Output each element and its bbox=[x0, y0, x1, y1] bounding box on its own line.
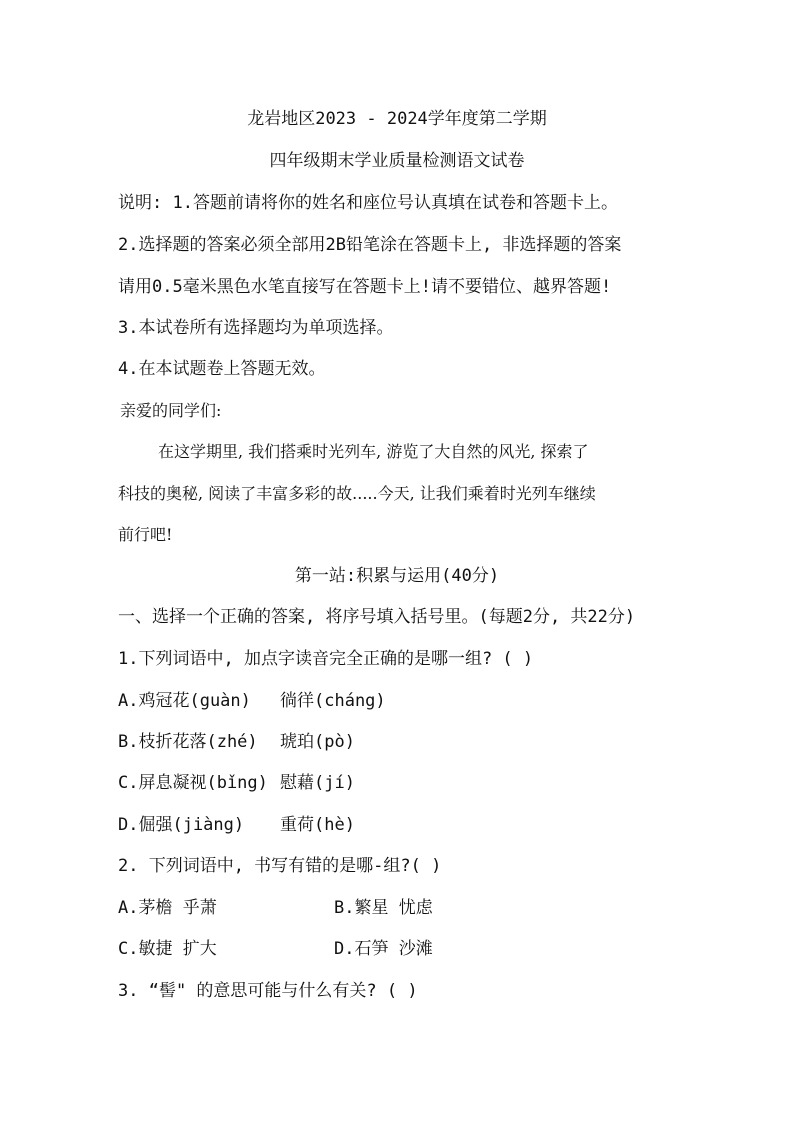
q2-stem: 2. 下列词语中, 书写有错的是哪-组?( ) bbox=[118, 856, 442, 876]
q2-options-row1 bbox=[118, 897, 433, 919]
option-text: C.屏息凝视(bǐng) bbox=[118, 773, 268, 793]
instruction-4: 4.在本试题卷上答题无效。 bbox=[118, 359, 326, 379]
option-text: 慰藉(jí) bbox=[280, 773, 355, 793]
q1-option-c bbox=[118, 772, 355, 794]
option-text: C.敏捷 扩大 bbox=[118, 939, 217, 959]
q1-option-b bbox=[118, 731, 355, 753]
option-text: D.倔强(jiàng) bbox=[118, 815, 245, 835]
option-text: 徜徉(cháng) bbox=[280, 691, 386, 711]
greeting-body-1: 在这学期里, 我们搭乘时光列车, 游览了大自然的风光, 探索了 bbox=[158, 442, 589, 461]
greeting-salutation: 亲爱的同学们: bbox=[120, 401, 222, 420]
greeting-body-2: 科技的奥秘, 阅读了丰富多彩的故.....今天, 让我们乘着时光列车继续 bbox=[118, 484, 596, 503]
q2-options-row2 bbox=[118, 938, 433, 960]
option-text: B.繁星 忧虑 bbox=[334, 898, 433, 918]
instruction-3: 3.本试卷所有选择题均为单项选择。 bbox=[118, 318, 394, 338]
q1-option-a bbox=[118, 690, 386, 712]
part1-heading: 一、选择一个正确的答案, 将序号填入括号里。(每题2分, 共22分) bbox=[118, 607, 636, 627]
option-text: B.枝折花落(zhé) bbox=[118, 732, 258, 752]
greeting-body-3: 前行吧! bbox=[118, 525, 173, 544]
option-text: A.鸡冠花(guàn) bbox=[118, 691, 251, 711]
section-title: 第一站:积累与运用(40分) bbox=[294, 566, 500, 586]
exam-title-line2: 四年级期末学业质量检测语文试卷 bbox=[269, 151, 525, 171]
q3-stem: 3. “髻" 的意思可能与什么有关? ( ) bbox=[118, 981, 418, 1001]
option-text: 琥珀(pò) bbox=[280, 732, 355, 752]
exam-title-line1: 龙岩地区2023 - 2024学年度第二学期 bbox=[247, 109, 547, 129]
instruction-1: 说明: 1.答题前请将你的姓名和座位号认真填在试卷和答题卡上。 bbox=[118, 193, 618, 213]
q1-stem: 1.下列词语中, 加点字读音完全正确的是哪一组? ( ) bbox=[118, 649, 534, 669]
instruction-2: 2.选择题的答案必须全部用2B铅笔涂在答题卡上, 非选择题的答案 bbox=[118, 235, 622, 255]
q1-option-d bbox=[118, 814, 355, 836]
option-text: D.石笋 沙滩 bbox=[334, 939, 433, 959]
option-text: A.茅檐 乎萧 bbox=[118, 898, 217, 918]
option-text: 重荷(hè) bbox=[280, 815, 355, 835]
instruction-2-cont: 请用0.5毫米黑色水笔直接写在答题卡上!请不要错位、越界答题! bbox=[118, 277, 612, 297]
